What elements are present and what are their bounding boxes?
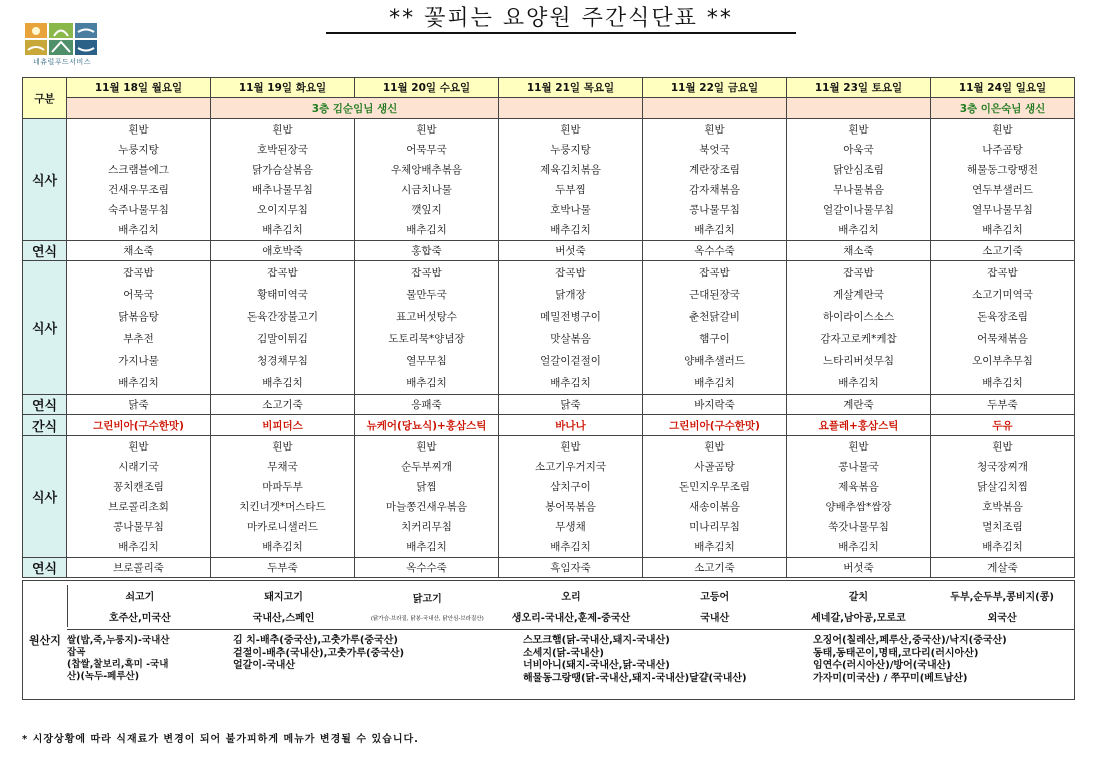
menu-item: 배추김치 — [982, 541, 1023, 554]
menu-item: 흰밥 — [848, 123, 869, 136]
porridge-label: 연식 — [23, 394, 67, 414]
menu-item: 삼치구이 — [550, 480, 591, 493]
origin-line: 얼갈이-국내산 — [233, 660, 296, 671]
menu-item: 배추김치 — [694, 377, 735, 390]
menu-item: 흰밥 — [416, 440, 437, 453]
menu-item: 돈육간장불고기 — [246, 310, 318, 323]
day-header-row — [23, 78, 1075, 98]
menu-item: 배추김치 — [838, 541, 879, 554]
origin-item-country: 국내산,스페인 — [252, 613, 315, 624]
origin-line: 쌀(밥,죽,누룽지)-국내산 — [67, 635, 170, 646]
day-menu-cell — [499, 436, 643, 558]
menu-item: 청국장찌개 — [977, 460, 1028, 473]
day-menu-cell — [67, 261, 211, 395]
snack-cell: 요플레+홍삼스틱 — [787, 414, 931, 435]
menu-item: 누룽지탕 — [118, 143, 159, 156]
porridge-cell: 버섯죽 — [787, 557, 931, 577]
menu-table — [22, 77, 1075, 578]
origin-item-country: 생오리-국내산,훈제-중국산 — [511, 613, 631, 624]
day-header: 11월 22일 금요일 — [643, 78, 787, 98]
day-menu-cell — [499, 119, 643, 241]
porridge-cell: 흑임자죽 — [499, 557, 643, 577]
porridge-cell: 브로콜리죽 — [67, 557, 211, 577]
menu-item: 소고기미역국 — [972, 288, 1033, 301]
day-menu-cell — [67, 436, 211, 558]
menu-item: 어묵채볶음 — [977, 333, 1028, 345]
menu-item: 흰밥 — [848, 440, 869, 453]
menu-item: 배추김치 — [262, 377, 303, 390]
porridge-cell: 홍합죽 — [355, 240, 499, 260]
menu-item: 배추김치 — [262, 224, 303, 237]
menu-item: 배추김치 — [406, 541, 447, 554]
origin-item-name: 고등어 — [700, 592, 730, 603]
day-header: 11월 23일 토요일 — [787, 78, 931, 98]
menu-item: 배추김치 — [118, 541, 159, 554]
origin-item-country: 세네갈,남아공,모로코 — [811, 613, 906, 624]
menu-item: 닭개장 — [555, 288, 586, 301]
menu-item: 배추김치 — [838, 377, 879, 390]
day-menu-cell — [211, 261, 355, 395]
day-menu-cell — [499, 261, 643, 395]
porridge-cell: 소고기죽 — [211, 394, 355, 414]
menu-item: 잡곡밥 — [843, 266, 874, 279]
origin-line: 김 치-배추(중국산),고춧가루(중국산) — [233, 635, 398, 646]
birthday-note: 3층 이은숙님 생신 — [931, 98, 1075, 119]
porridge-cell: 소고기죽 — [931, 240, 1075, 260]
menu-item: 배추김치 — [406, 224, 447, 237]
menu-item: 닭안심조림 — [833, 164, 884, 176]
birthday-note: 3층 김순임님 생신 — [211, 98, 499, 119]
menu-item: 꽁치캔조림 — [113, 480, 164, 493]
snack-cell: 그린비아(구수한맛) — [67, 414, 211, 435]
origin-processed-detail — [523, 635, 747, 685]
day-menu-cell — [931, 436, 1075, 558]
dinner-porridge-row — [23, 557, 1075, 577]
porridge-label: 연식 — [23, 557, 67, 577]
porridge-cell: 채소죽 — [67, 240, 211, 260]
menu-item: 두부찜 — [555, 184, 586, 197]
origin-line: 동태,동태곤이,명태,코다리(러시아산) — [813, 647, 979, 659]
menu-item: 어묵국 — [123, 288, 154, 301]
footnote: * 시장상황에 따라 식재료가 변경이 되어 불가피하게 메뉴가 변경될 수 있습니다. — [22, 734, 419, 745]
lunch-porridge-row — [23, 394, 1075, 414]
day-header: 11월 19일 화요일 — [211, 78, 355, 98]
porridge-cell: 바지락죽 — [643, 394, 787, 414]
menu-item: 숙주나물무침 — [108, 204, 169, 217]
origin-item-name: 갈치 — [848, 592, 869, 603]
menu-item: 무채국 — [267, 460, 298, 473]
day-header: 11월 20일 수요일 — [355, 78, 499, 98]
menu-item: 미나리무침 — [689, 521, 740, 534]
origin-item-name: 오리 — [561, 592, 581, 603]
menu-item: 잡곡밥 — [267, 266, 298, 279]
origin-item — [499, 585, 643, 627]
menu-item: 새송이볶음 — [689, 500, 740, 513]
menu-item: 메밀전병구이 — [540, 310, 601, 323]
menu-item: 멸치조림 — [982, 521, 1023, 534]
origin-line: 산)(녹두-페루산) — [67, 671, 140, 682]
day-menu-cell — [787, 261, 931, 395]
porridge-cell: 두부죽 — [211, 557, 355, 577]
day-header: 11월 21일 목요일 — [499, 78, 643, 98]
menu-item: 호박볶음 — [982, 500, 1023, 513]
menu-item: 황태미역국 — [257, 288, 308, 301]
porridge-cell: 닭죽 — [499, 394, 643, 414]
menu-item: 흰밥 — [992, 440, 1013, 453]
origin-seafood-detail — [813, 635, 1007, 685]
menu-item: 게살계란국 — [833, 288, 884, 301]
menu-item: 해물동그랑땡전 — [966, 164, 1038, 176]
porridge-cell: 채소죽 — [787, 240, 931, 260]
breakfast-porridge-row — [23, 240, 1075, 260]
menu-item: 잡곡밥 — [699, 266, 730, 279]
day-menu-cell — [211, 436, 355, 558]
breakfast-row — [23, 119, 1075, 241]
gubun-label: 구분 — [23, 78, 67, 119]
menu-item: 김말이튀김 — [257, 333, 308, 345]
snack-label: 간식 — [23, 414, 67, 435]
menu-item: 마늘쫑건새우볶음 — [385, 500, 468, 513]
menu-item: 배추김치 — [838, 224, 879, 237]
menu-item: 흰밥 — [128, 123, 149, 136]
menu-item: 춘천닭갈비 — [689, 310, 740, 323]
menu-item: 물만두국 — [406, 288, 447, 301]
menu-item: 흰밥 — [128, 440, 149, 453]
menu-item: 배추김치 — [550, 541, 591, 554]
menu-item: 배추김치 — [982, 377, 1023, 390]
menu-item: 아욱국 — [843, 143, 874, 156]
day-menu-cell — [787, 436, 931, 558]
snack-cell: 두유 — [931, 414, 1075, 435]
origin-line: 겉절이-배추(국내산),고춧가루(중국산) — [233, 647, 405, 659]
day-menu-cell — [931, 119, 1075, 241]
menu-item: 콩나물무침 — [689, 204, 740, 217]
origin-rice-detail — [67, 635, 225, 683]
menu-item: 흰밥 — [704, 123, 725, 136]
meal-label: 식사 — [23, 119, 67, 241]
menu-item: 잡곡밥 — [123, 266, 154, 279]
origin-line: 오징어(칠레산,페루산,중국산)/낙지(중국산) — [813, 635, 1007, 646]
menu-item: 오이부추무침 — [972, 355, 1033, 368]
birthday-row — [23, 98, 1075, 119]
menu-item: 콩나물무침 — [113, 521, 164, 534]
menu-item: 브로콜리초회 — [108, 500, 169, 513]
menu-item: 닭가슴살볶음 — [252, 164, 313, 176]
menu-item: 연두부샐러드 — [972, 184, 1033, 197]
menu-item: 봉어묵볶음 — [545, 500, 596, 513]
menu-item: 햄구이 — [699, 333, 730, 345]
menu-item: 도토리묵*양념장 — [388, 333, 465, 345]
day-menu-cell — [787, 119, 931, 241]
origin-item — [787, 585, 931, 627]
menu-item: 부추전 — [123, 333, 154, 345]
menu-item: 열무나물무침 — [972, 204, 1033, 217]
menu-item: 흰밥 — [560, 123, 581, 136]
porridge-cell: 두부죽 — [931, 394, 1075, 414]
origin-item — [930, 585, 1074, 627]
menu-item: 사골곰탕 — [694, 460, 735, 473]
menu-item: 제육김치볶음 — [540, 164, 601, 176]
meal-label: 식사 — [23, 436, 67, 558]
day-menu-cell — [643, 119, 787, 241]
origin-line: 너비아니(돼지-국내산,닭-국내산) — [523, 660, 670, 671]
day-header: 11월 18일 월요일 — [67, 78, 211, 98]
menu-item: 표고버섯탕수 — [396, 310, 457, 323]
porridge-cell: 버섯죽 — [499, 240, 643, 260]
menu-item: 배추김치 — [550, 377, 591, 390]
menu-item: 양배추쌈*쌈장 — [825, 500, 892, 513]
origin-item-country: 외국산 — [987, 613, 1017, 624]
origin-kimchi-detail — [233, 635, 404, 673]
menu-item: 무나물볶음 — [833, 184, 884, 197]
snack-cell: 그린비아(구수한맛) — [643, 414, 787, 435]
menu-item: 나주곰탕 — [982, 143, 1023, 156]
snack-cell: 비피더스 — [211, 414, 355, 435]
menu-item: 배추김치 — [550, 224, 591, 237]
menu-item: 배추김치 — [982, 224, 1023, 237]
menu-item: 제육볶음 — [838, 480, 879, 493]
origin-item — [212, 585, 356, 627]
menu-item: 잡곡밥 — [555, 266, 586, 279]
menu-item: 시금치나물 — [401, 184, 452, 197]
menu-item: 호박나물 — [550, 204, 591, 217]
snack-cell: 뉴케어(당뇨식)+홍삼스틱 — [355, 414, 499, 435]
menu-item: 치킨너겟*머스타드 — [239, 500, 326, 513]
menu-item: 배추김치 — [694, 224, 735, 237]
page-title: ** 꽃피는 요양원 주간식단표 ** — [326, 6, 796, 34]
menu-item: 닭볶음탕 — [118, 310, 159, 323]
origin-line: 소세지(닭-국내산) — [523, 647, 604, 659]
origin-item-country: 호주산,미국산 — [108, 613, 171, 624]
origin-item-country: 국내산 — [700, 613, 730, 624]
menu-item: 호박된장국 — [257, 143, 308, 156]
origin-line: 가자미(미국산) / 쭈꾸미(베트남산) — [813, 672, 968, 684]
menu-item: 우체앙배추볶음 — [390, 164, 462, 176]
origin-item — [68, 585, 212, 627]
menu-item: 깻잎지 — [411, 204, 442, 217]
origin-section — [22, 580, 1075, 700]
menu-item: 순두부찌개 — [401, 460, 452, 473]
logo-text: 네츄럴푸드서비스 — [32, 58, 92, 66]
porridge-cell: 애호박죽 — [211, 240, 355, 260]
origin-label: 원산지 — [29, 634, 61, 647]
origin-line: 임연수(러시아산)/방어(국내산) — [813, 660, 951, 671]
origin-grid — [67, 585, 1074, 627]
porridge-cell: 응패죽 — [355, 394, 499, 414]
menu-item: 닭찜 — [416, 480, 437, 493]
menu-item: 청경채무침 — [257, 355, 308, 368]
menu-item: 흰밥 — [992, 123, 1013, 136]
menu-item: 마카로니샐러드 — [246, 521, 318, 534]
menu-item: 배추김치 — [694, 541, 735, 554]
menu-item: 감자고로케*케찹 — [820, 333, 897, 345]
menu-item: 양배추샐러드 — [684, 355, 745, 368]
menu-item: 돈육장조림 — [977, 310, 1028, 323]
menu-item: 북엇국 — [699, 143, 730, 156]
day-menu-cell — [355, 119, 499, 241]
menu-item: 흰밥 — [704, 440, 725, 453]
porridge-cell: 게살죽 — [931, 557, 1075, 577]
menu-item: 누룽지탕 — [550, 143, 591, 156]
day-menu-cell — [355, 436, 499, 558]
day-header: 11월 24일 일요일 — [931, 78, 1075, 98]
porridge-label: 연식 — [23, 240, 67, 260]
menu-item: 돈민지우무조림 — [678, 480, 750, 493]
origin-line: 해물동그랑땡(닭-국내산,돼지-국내산)달걀(국내산) — [523, 672, 747, 684]
origin-item — [355, 585, 499, 627]
menu-item: 열무무침 — [406, 355, 447, 368]
menu-item: 얼갈이겉절이 — [540, 355, 601, 368]
dinner-row — [23, 436, 1075, 558]
origin-item-name: 돼지고기 — [264, 592, 303, 603]
snack-row — [23, 414, 1075, 435]
origin-item-name: 쇠고기 — [125, 592, 155, 603]
menu-item: 흰밥 — [272, 123, 293, 136]
menu-item: 잡곡밥 — [987, 266, 1018, 279]
menu-item: 배추김치 — [118, 377, 159, 390]
menu-item: 하이라이스소스 — [822, 310, 894, 323]
origin-line: 잡곡 — [67, 647, 86, 658]
menu-item: 소고기우거지국 — [534, 460, 606, 473]
origin-line: (찹쌀,찰보리,흑미 -국내 — [67, 659, 169, 670]
porridge-cell: 계란죽 — [787, 394, 931, 414]
snack-cell: 바나나 — [499, 414, 643, 435]
lunch-row — [23, 261, 1075, 395]
porridge-cell: 소고기죽 — [643, 557, 787, 577]
menu-item: 스크램블에그 — [108, 164, 169, 176]
origin-item-name: 닭고기 — [412, 593, 442, 605]
menu-item: 느타리버섯무침 — [822, 355, 894, 368]
origin-item-name: 두부,순두부,콩비지(콩) — [950, 592, 1054, 603]
day-menu-cell — [211, 119, 355, 241]
day-menu-cell — [355, 261, 499, 395]
menu-item: 시래기국 — [118, 460, 159, 473]
menu-item: 닭살김치찜 — [977, 480, 1028, 493]
menu-item: 얼갈이나물무침 — [822, 204, 894, 217]
menu-item: 쑥갓나물무침 — [828, 521, 889, 534]
menu-item: 마파두부 — [262, 480, 303, 493]
porridge-cell: 옥수수죽 — [355, 557, 499, 577]
menu-item: 콩나물국 — [838, 460, 879, 473]
menu-item: 가지나물 — [118, 355, 159, 368]
menu-item: 배추김치 — [118, 224, 159, 237]
menu-item: 치커리무침 — [401, 521, 452, 534]
day-menu-cell — [931, 261, 1075, 395]
menu-item: 어묵무국 — [406, 143, 447, 156]
menu-item: 배추김치 — [262, 541, 303, 554]
company-logo — [24, 22, 100, 68]
menu-item: 건새우무조림 — [108, 184, 169, 197]
menu-item: 흰밥 — [416, 123, 437, 136]
day-menu-cell — [643, 261, 787, 395]
origin-item — [643, 585, 787, 627]
menu-item: 흰밥 — [272, 440, 293, 453]
origin-item-country: (닭가슴-브라질, 닭봉-국내산, 닭안심-브라질산) — [370, 616, 484, 623]
menu-item: 무생채 — [555, 521, 586, 534]
day-menu-cell — [67, 119, 211, 241]
menu-item: 맛살볶음 — [550, 333, 591, 345]
menu-item: 근대된장국 — [689, 288, 740, 301]
menu-item: 오이지무침 — [257, 204, 308, 217]
menu-item: 배추김치 — [406, 377, 447, 390]
origin-line: 스모크햄(닭-국내산,돼지-국내산) — [523, 635, 670, 646]
day-menu-cell — [643, 436, 787, 558]
menu-item: 배추나물무침 — [252, 184, 313, 197]
porridge-cell: 닭죽 — [67, 394, 211, 414]
menu-item: 감자채볶음 — [689, 184, 740, 197]
meal-label: 식사 — [23, 261, 67, 395]
menu-item: 흰밥 — [560, 440, 581, 453]
porridge-cell: 옥수수죽 — [643, 240, 787, 260]
logo-icon — [24, 22, 100, 56]
menu-item: 잡곡밥 — [411, 266, 442, 279]
menu-item: 계란장조림 — [689, 164, 740, 176]
